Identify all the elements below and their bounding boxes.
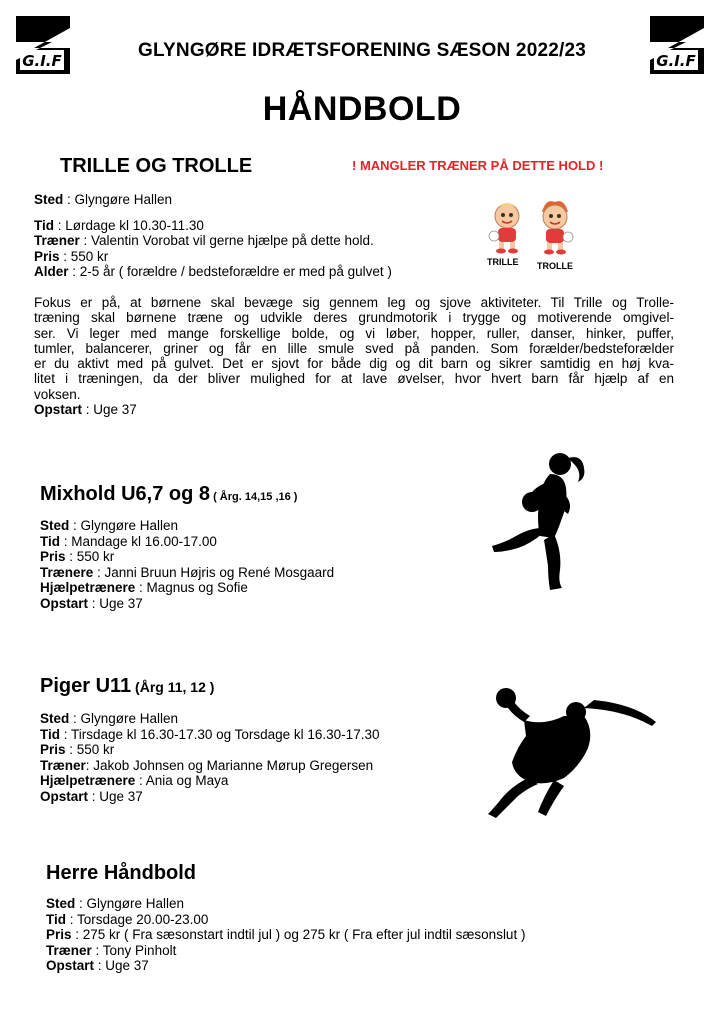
info-row-opstart: Opstart : Uge 37 xyxy=(40,595,143,611)
info-row-pris: Pris : 550 kr xyxy=(40,742,115,757)
info-row-hjaelpetraenere: Hjælpetrænere : Magnus og Sofie xyxy=(40,580,248,595)
mascot-label-trolle: TROLLE xyxy=(537,261,573,271)
info-row-tid: Tid : Mandage kl 16.00-17.00 xyxy=(40,533,217,549)
info-row-tid: Tid : Lørdage kl 10.30-11.30 xyxy=(34,217,204,233)
paragraph-line: træning skal børnene træne og udvikle deres grundmotorik i trygge og motiverende omgivel- xyxy=(34,310,674,326)
section-title-piger: Piger U11 (Årg 11, 12 ) xyxy=(40,675,215,697)
page-title: HÅNDBOLD xyxy=(262,90,462,128)
info-row-traener: Træner : Tony Pinholt xyxy=(46,942,177,958)
mascot-label-trille: TRILLE xyxy=(487,257,519,267)
paragraph-line: voksen. xyxy=(34,386,81,402)
paragraph-line: er du aktivt med på gulvet. Det er sjovt for både dig og dit barn og sikrer samtidig en høj kva- xyxy=(34,356,674,372)
info-row-sted: Sted : Glyngøre Hallen xyxy=(46,896,185,911)
section-title-trille: TRILLE OG TROLLE xyxy=(60,155,253,177)
paragraph-line: ser. Vi leger med mange forskellige bolde, og vi løber, hopper, ruller, danser, hinker, puffer, xyxy=(34,325,674,341)
info-row-traenere: Trænere : Janni Bruun Højris og René Mosgaard xyxy=(40,564,335,580)
info-row-sted: Sted : Glyngøre Hallen xyxy=(40,711,179,726)
info-row-traener: Træner: Jakob Johnsen og Marianne Mørup Gregersen xyxy=(40,757,374,773)
trille-info xyxy=(34,192,392,280)
section-title-herre: Herre Håndbold xyxy=(46,862,197,884)
club-season-title: GLYNGØRE IDRÆTSFORENING SÆSON 2022/23 xyxy=(137,40,587,61)
herre-info xyxy=(46,896,525,974)
trolle-mascot xyxy=(532,198,578,256)
trille-mascot xyxy=(484,198,530,254)
section-title-mixhold: Mixhold U6,7 og 8 ( Årg. 14,15 ,16 ) xyxy=(40,483,298,505)
handball-girl-silhouette xyxy=(490,448,590,594)
mixhold-info xyxy=(40,518,334,611)
paragraph-line: litet i træningen, da der bliver mulighed for at lave øvelser, hvor hvert barn får hjælp af en xyxy=(34,371,674,387)
info-row-tid: Tid : Tirsdage kl 16.30-17.30 og Torsdage kl 16.30-17.30 xyxy=(40,726,380,742)
info-row-traener: Træner : Valentin Vorobat vil gerne hjælpe på dette hold. xyxy=(34,233,374,248)
missing-coach-warning: ! MANGLER TRÆNER PÅ DETTE HOLD ! xyxy=(352,158,604,173)
info-row-opstart: Opstart : Uge 37 xyxy=(40,788,143,804)
info-row-alder: Alder : 2-5 år ( forældre / bedsteforældre er med på gulvet ) xyxy=(34,264,392,279)
paragraph-line: tumler, balancerer, griner og får en lille smule sved på panden. Som forælder/bedsteforælder xyxy=(34,340,674,356)
handball-jumper-silhouette xyxy=(484,686,660,818)
info-row-pris: Pris : 550 kr xyxy=(34,248,109,264)
handball-jumper-silhouette-icon xyxy=(484,686,660,818)
trille-description xyxy=(34,295,674,417)
trille-mascot-icon xyxy=(484,198,530,254)
info-row-sted: Sted : Glyngøre Hallen xyxy=(40,518,179,533)
piger-info xyxy=(40,711,379,804)
info-row-sted: Sted : Glyngøre Hallen xyxy=(34,192,173,207)
handball-girl-silhouette-icon xyxy=(490,448,590,594)
info-row-opstart: Opstart : Uge 37 xyxy=(34,402,137,418)
trolle-mascot-icon xyxy=(532,198,578,256)
info-row-hjaelpetraenere: Hjælpetrænere : Ania og Maya xyxy=(40,773,229,788)
info-row-pris: Pris : 550 kr xyxy=(40,549,115,564)
svg-text:G.I.F: G.I.F xyxy=(656,52,696,70)
info-row-opstart: Opstart : Uge 37 xyxy=(46,958,149,973)
info-row-tid: Tid : Torsdage 20.00-23.00 xyxy=(46,911,209,927)
paragraph-line: Fokus er på, at børnene skal bevæge sig gennem leg og sjove aktiviteter. Til Trille og Trolle- xyxy=(34,295,674,310)
svg-text:G.I.F: G.I.F xyxy=(22,52,62,70)
info-row-pris: Pris : 275 kr ( Fra sæsonstart indtil jul ) og 275 kr ( Fra efter jul indtil sæsonslut ) xyxy=(46,927,526,942)
